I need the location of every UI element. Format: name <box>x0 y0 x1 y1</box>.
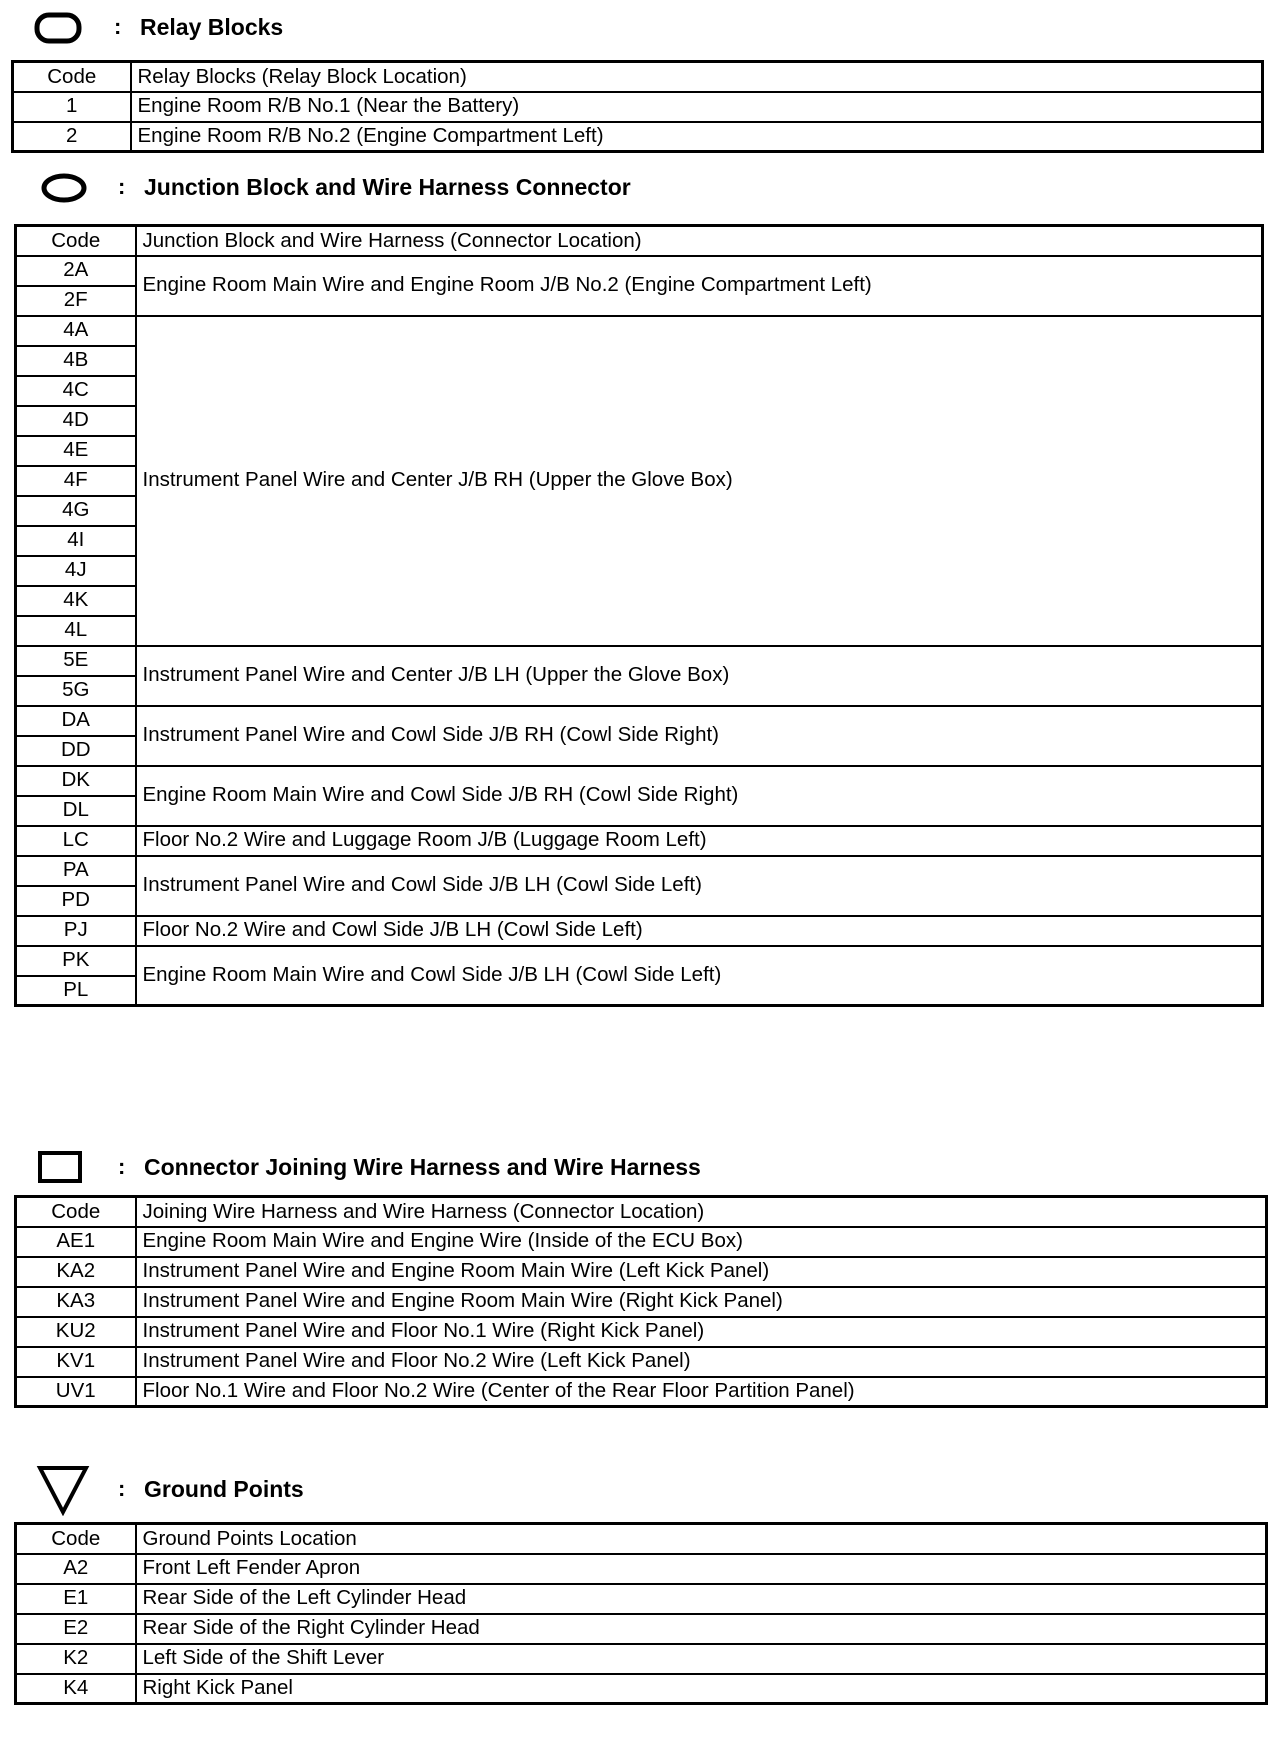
column-header-code: Code <box>16 1524 136 1554</box>
code-cell: 4K <box>16 586 136 616</box>
code-cell: 1 <box>13 92 131 122</box>
connector-colon: : <box>118 1154 126 1179</box>
junction-block-header <box>0 166 1280 208</box>
code-cell: PK <box>16 946 136 976</box>
table-header-row <box>13 62 1263 92</box>
description-cell: Instrument Panel Wire and Engine Room Main Wire (Right Kick Panel) <box>136 1287 1267 1317</box>
connector-table <box>14 1195 1268 1408</box>
description-cell: Instrument Panel Wire and Floor No.2 Wire (Left Kick Panel) <box>136 1347 1267 1377</box>
table-row <box>16 646 1263 676</box>
ground-points-header <box>0 1464 1280 1506</box>
table-row <box>16 706 1263 736</box>
table-row <box>16 1584 1267 1614</box>
description-cell: Engine Room Main Wire and Cowl Side J/B LH (Cowl Side Left) <box>136 946 1263 1006</box>
square-icon <box>37 1150 83 1184</box>
description-cell: Instrument Panel Wire and Center J/B RH (Upper the Glove Box) <box>136 316 1263 646</box>
table-row <box>16 256 1263 286</box>
table-row <box>16 316 1263 346</box>
description-cell: Instrument Panel Wire and Center J/B LH (Upper the Glove Box) <box>136 646 1263 706</box>
column-header-description: Junction Block and Wire Harness (Connector Location) <box>136 226 1263 256</box>
code-cell: UV1 <box>16 1377 136 1407</box>
description-cell: Floor No.2 Wire and Cowl Side J/B LH (Cowl Side Left) <box>136 916 1263 946</box>
description-cell: Front Left Fender Apron <box>136 1554 1267 1584</box>
table-row <box>16 826 1263 856</box>
table-header-row <box>16 1197 1267 1227</box>
junction-block-table <box>14 224 1264 1007</box>
code-cell: 5G <box>16 676 136 706</box>
description-cell: Engine Room Main Wire and Cowl Side J/B RH (Cowl Side Right) <box>136 766 1263 826</box>
table-row <box>16 1257 1267 1287</box>
description-cell: Rear Side of the Right Cylinder Head <box>136 1614 1267 1644</box>
code-cell: 4I <box>16 526 136 556</box>
relay-blocks-section <box>0 0 1280 147</box>
code-cell: 4F <box>16 466 136 496</box>
column-header-description: Joining Wire Harness and Wire Harness (Connector Location) <box>136 1197 1267 1227</box>
table-row <box>16 1554 1267 1584</box>
table-header-row <box>16 1524 1267 1554</box>
description-cell: Floor No.1 Wire and Floor No.2 Wire (Center of the Rear Floor Partition Panel) <box>136 1377 1267 1407</box>
code-cell: 4C <box>16 376 136 406</box>
code-cell: 4B <box>16 346 136 376</box>
connector-title: Connector Joining Wire Harness and Wire Harness <box>144 1154 701 1180</box>
table-row <box>16 1317 1267 1347</box>
junction-block-title: Junction Block and Wire Harness Connector <box>144 174 631 200</box>
code-cell: 4A <box>16 316 136 346</box>
ground-points-colon: : <box>118 1476 126 1501</box>
relay-blocks-colon: : <box>114 14 122 39</box>
description-cell: Right Kick Panel <box>136 1674 1267 1704</box>
description-cell: Instrument Panel Wire and Cowl Side J/B LH (Cowl Side Left) <box>136 856 1263 916</box>
oval-icon <box>40 171 88 205</box>
code-cell: K4 <box>16 1674 136 1704</box>
column-header-code: Code <box>16 226 136 256</box>
code-cell: 2 <box>13 122 131 152</box>
code-cell: 2F <box>16 286 136 316</box>
table-row <box>16 1674 1267 1704</box>
code-cell: DL <box>16 796 136 826</box>
description-cell: Engine Room Main Wire and Engine Wire (Inside of the ECU Box) <box>136 1227 1267 1257</box>
code-cell: 4L <box>16 616 136 646</box>
code-cell: 2A <box>16 256 136 286</box>
relay-blocks-title: Relay Blocks <box>140 14 284 40</box>
code-cell: 5E <box>16 646 136 676</box>
code-cell: KV1 <box>16 1347 136 1377</box>
code-cell: PL <box>16 976 136 1006</box>
ground-points-table <box>14 1522 1268 1705</box>
code-cell: 4J <box>16 556 136 586</box>
relay-blocks-header <box>0 0 1280 42</box>
table-row <box>16 856 1263 886</box>
code-cell: E2 <box>16 1614 136 1644</box>
code-cell: AE1 <box>16 1227 136 1257</box>
relay-blocks-table <box>11 60 1264 153</box>
column-header-description: Ground Points Location <box>136 1524 1267 1554</box>
table-row <box>16 916 1263 946</box>
code-cell: 4E <box>16 436 136 466</box>
table-row <box>16 1227 1267 1257</box>
table-row <box>16 766 1263 796</box>
column-header-code: Code <box>16 1197 136 1227</box>
code-cell: DD <box>16 736 136 766</box>
table-row <box>13 92 1263 122</box>
connector-header <box>0 1146 1280 1188</box>
description-cell: Engine Room Main Wire and Engine Room J/B No.2 (Engine Compartment Left) <box>136 256 1263 316</box>
table-row <box>16 1644 1267 1674</box>
ground-points-title: Ground Points <box>144 1476 304 1502</box>
junction-block-colon: : <box>118 174 126 199</box>
description-cell: Instrument Panel Wire and Cowl Side J/B RH (Cowl Side Right) <box>136 706 1263 766</box>
description-cell: Left Side of the Shift Lever <box>136 1644 1267 1674</box>
code-cell: PD <box>16 886 136 916</box>
description-cell: Instrument Panel Wire and Floor No.1 Wire (Right Kick Panel) <box>136 1317 1267 1347</box>
description-cell: Rear Side of the Left Cylinder Head <box>136 1584 1267 1614</box>
table-row <box>13 122 1263 152</box>
code-cell: KA3 <box>16 1287 136 1317</box>
rounded-rectangle-icon <box>34 8 82 46</box>
code-cell: 4D <box>16 406 136 436</box>
code-cell: A2 <box>16 1554 136 1584</box>
triangle-down-icon <box>36 1464 90 1516</box>
table-row <box>16 1614 1267 1644</box>
code-cell: 4G <box>16 496 136 526</box>
code-cell: K2 <box>16 1644 136 1674</box>
description-cell: Floor No.2 Wire and Luggage Room J/B (Luggage Room Left) <box>136 826 1263 856</box>
table-header-row <box>16 226 1263 256</box>
code-cell: E1 <box>16 1584 136 1614</box>
column-header-code: Code <box>13 62 131 92</box>
description-cell: Engine Room R/B No.1 (Near the Battery) <box>131 92 1263 122</box>
table-row <box>16 1287 1267 1317</box>
table-row <box>16 1377 1267 1407</box>
code-cell: PA <box>16 856 136 886</box>
description-cell: Instrument Panel Wire and Engine Room Main Wire (Left Kick Panel) <box>136 1257 1267 1287</box>
code-cell: KA2 <box>16 1257 136 1287</box>
code-cell: PJ <box>16 916 136 946</box>
column-header-description: Relay Blocks (Relay Block Location) <box>131 62 1263 92</box>
code-cell: LC <box>16 826 136 856</box>
code-cell: DK <box>16 766 136 796</box>
table-row <box>16 1347 1267 1377</box>
code-cell: KU2 <box>16 1317 136 1347</box>
description-cell: Engine Room R/B No.2 (Engine Compartment Left) <box>131 122 1263 152</box>
table-row <box>16 946 1263 976</box>
code-cell: DA <box>16 706 136 736</box>
